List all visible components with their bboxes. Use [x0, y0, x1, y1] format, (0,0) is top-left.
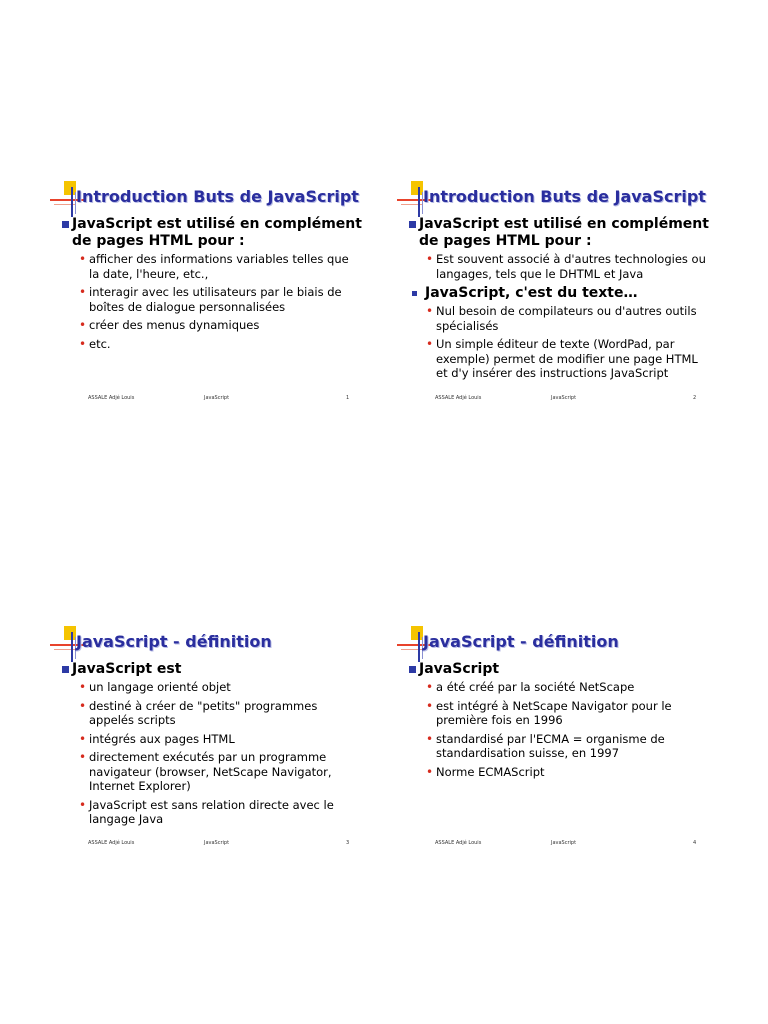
red-dot-bullet-icon: • — [426, 680, 434, 694]
slide-4 — [397, 623, 717, 863]
bullet-text: Norme ECMAScript — [436, 764, 545, 779]
bullet-text: Nul besoin de compilateurs ou d'autres outils spécialisés — [436, 304, 697, 333]
red-dot-bullet-icon: • — [79, 797, 87, 812]
bullet-text: standardisé par l'ECMA = organisme de standardisation suisse, en 1997 — [436, 731, 665, 760]
bullet-text: directement exécutés par un programme navigateur (browser, NetScape Navigator, Internet Explorer) — [89, 750, 332, 793]
bullet-level1 — [409, 661, 709, 678]
bullet-level2 — [426, 304, 709, 333]
footer-author: ASSALE Adjé Louis — [435, 840, 482, 846]
square-bullet-icon — [412, 291, 417, 296]
footer-page-number: 1 — [346, 395, 350, 401]
bullet-level1 — [409, 285, 709, 302]
slide-title: JavaScript - définition — [76, 632, 272, 651]
red-dot-bullet-icon: • — [426, 337, 434, 351]
slide-content — [409, 216, 709, 385]
red-dot-bullet-icon: • — [426, 731, 434, 746]
bullet-level2 — [79, 798, 362, 827]
red-dot-bullet-icon: • — [79, 698, 87, 713]
square-bullet-icon — [409, 221, 416, 228]
footer-page-number: 3 — [346, 840, 350, 846]
footer-page-number: 2 — [693, 395, 697, 401]
slide-content — [62, 216, 362, 355]
bullet-text: un langage orienté objet — [89, 680, 231, 694]
bullet-text: JavaScript est — [72, 661, 182, 677]
bullet-text: Un simple éditeur de texte (WordPad, par exemple) permet de modifier une page HTML et d'y insérer des instructions JavaScript — [436, 337, 698, 380]
footer-topic: JavaScript — [551, 395, 577, 401]
bullet-text: est intégré à NetScape Navigator pour le première fois en 1996 — [436, 698, 672, 727]
bullet-text: JavaScript est sans relation directe avec le langage Java — [89, 797, 334, 826]
bullet-level2 — [79, 252, 362, 281]
bullet-level2 — [426, 252, 709, 281]
square-bullet-icon — [409, 666, 416, 673]
square-bullet-icon — [62, 221, 69, 228]
footer-topic: JavaScript — [551, 840, 577, 846]
slide-content — [62, 661, 362, 831]
bullet-level2 — [79, 750, 362, 794]
red-dot-bullet-icon: • — [79, 318, 87, 332]
bullet-level2 — [426, 680, 709, 695]
red-dot-bullet-icon: • — [79, 731, 87, 746]
footer-author: ASSALE Adjé Louis — [88, 395, 135, 401]
bullet-text: JavaScript — [419, 661, 500, 677]
slide-3 — [50, 623, 370, 863]
bullet-text: etc. — [89, 336, 111, 351]
bullet-level2 — [79, 732, 362, 747]
bullet-text: afficher des informations variables telles que la date, l'heure, etc., — [89, 252, 349, 281]
bullet-level2 — [79, 337, 362, 352]
red-dot-bullet-icon: • — [426, 764, 434, 779]
bullet-text: Est souvent associé à d'autres technologies ou langages, tels que le DHTML et Java — [436, 252, 706, 281]
slide-content — [409, 661, 709, 783]
bullet-level2 — [426, 765, 709, 780]
bullet-level2 — [426, 337, 709, 381]
bullet-text: JavaScript est utilisé en complément de pages HTML pour : — [419, 216, 709, 249]
bullet-text: interagir avec les utilisateurs par le biais de boîtes de dialogue personnalisées — [89, 285, 342, 314]
bullet-text: destiné à créer de "petits" programmes appelés scripts — [89, 698, 318, 727]
red-dot-bullet-icon: • — [79, 680, 87, 694]
slide-1 — [50, 178, 370, 418]
slide-title: JavaScript - définition — [423, 632, 619, 651]
bullet-level1 — [62, 216, 362, 250]
slide-2 — [397, 178, 717, 418]
red-dot-bullet-icon: • — [79, 750, 87, 764]
bullet-level1 — [409, 216, 709, 250]
bullet-level2 — [79, 318, 362, 333]
bullet-level2 — [79, 680, 362, 695]
bullet-text: a été créé par la société NetScape — [436, 680, 635, 694]
red-dot-bullet-icon: • — [426, 304, 434, 318]
slide-title: Introduction Buts de JavaScript — [423, 187, 706, 206]
bullet-level2 — [426, 699, 709, 728]
slide-title: Introduction Buts de JavaScript — [76, 187, 359, 206]
footer-author: ASSALE Adjé Louis — [435, 395, 482, 401]
bullet-text: intégrés aux pages HTML — [89, 731, 235, 746]
bullet-text: JavaScript, c'est du texte… — [425, 285, 638, 301]
bullet-text: JavaScript est utilisé en complément de pages HTML pour : — [72, 216, 362, 249]
bullet-level2 — [79, 285, 362, 314]
footer-page-number: 4 — [693, 840, 697, 846]
footer-author: ASSALE Adjé Louis — [88, 840, 135, 846]
footer-topic: JavaScript — [204, 840, 230, 846]
bullet-text: créer des menus dynamiques — [89, 318, 260, 332]
red-dot-bullet-icon: • — [426, 252, 434, 266]
red-dot-bullet-icon: • — [79, 336, 87, 351]
bullet-level1 — [62, 661, 362, 678]
red-dot-bullet-icon: • — [79, 285, 87, 299]
square-bullet-icon — [62, 666, 69, 673]
red-dot-bullet-icon: • — [426, 698, 434, 713]
bullet-level2 — [79, 699, 362, 728]
red-dot-bullet-icon: • — [79, 252, 87, 266]
bullet-level2 — [426, 732, 709, 761]
footer-topic: JavaScript — [204, 395, 230, 401]
